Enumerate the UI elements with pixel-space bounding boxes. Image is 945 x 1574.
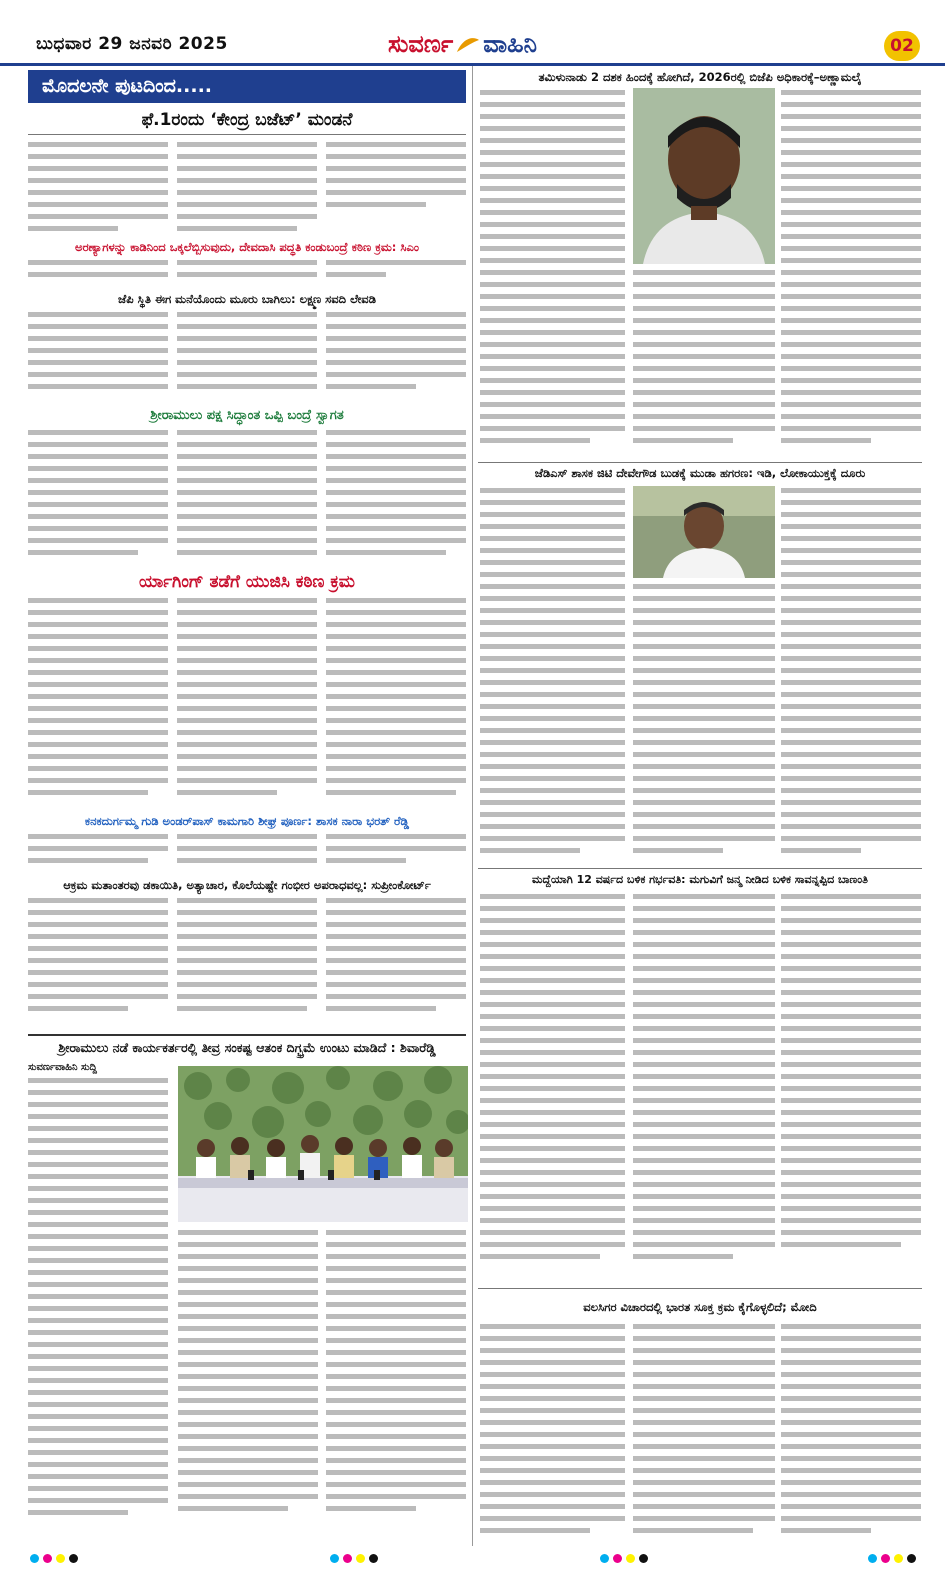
text-lines	[28, 428, 466, 566]
article-body-gtd-col1	[480, 486, 625, 862]
divider	[478, 868, 922, 869]
text-lines	[781, 1322, 921, 1544]
text-lines	[480, 88, 625, 458]
headline-pregnancy: ಮದ್ದೆಯಾಗಿ 12 ವರ್ಷದ ಬಳಿಕ ಗರ್ಭವತಿ: ಮಗುವಿಗೆ ಜನ್ಮ ನೀಡಿದ ಬಳಿಕ ಸಾವನ್ನಪ್ಪಿದ ಬಾಣಂತಿ	[532, 873, 868, 886]
divider	[478, 1288, 922, 1289]
headline-annamalai: ತಮಿಳುನಾಡು 2 ದಶಕ ಹಿಂದಕ್ಕೆ ಹೋಗಿದೆ, 2026ರಲ್ಲಿ ಬಿಜೆಪಿ ಅಧಿಕಾರಕ್ಕೆ–ಅಣ್ಣಾಮಲೈ	[538, 70, 862, 84]
masthead-logo	[388, 30, 537, 58]
divider	[478, 462, 922, 463]
article-body-underpass	[28, 832, 466, 874]
registration-marks-center-right	[600, 1554, 648, 1563]
article-body-gtd-col2	[633, 582, 775, 862]
article-body-pregnancy-col2	[633, 892, 775, 1272]
article-body-annamalai-col3	[781, 88, 921, 458]
text-lines	[781, 88, 921, 458]
headline-budget: ಫೆ.1ರಂದು ‘ಕೇಂದ್ರ ಬಜೆಟ್’ ಮಂಡನೆ	[141, 110, 353, 130]
article-body-welcome	[28, 428, 466, 566]
photo-illustration	[178, 1066, 468, 1222]
article-body-ragging	[28, 596, 466, 808]
portrait-illustration	[633, 486, 775, 578]
article-body-shivareddy-col1	[28, 1076, 168, 1526]
headline-forest: ಅರಣ್ಯಾಗಳನ್ನು ಕಾಡಿನಿಂದ ಒಕ್ಕಲೆಬ್ಬಿಸುವುದು, ದೇವದಾಸಿ ಪದ್ಧತಿ ಕಂಡುಬಂದ್ರೆ ಕಠಿಣ ಕ್ರಮ: ಸಿಎಂ	[75, 240, 419, 254]
byline: ಸುವರ್ಣವಾಹಿನಿ ಸುದ್ದಿ	[28, 1062, 97, 1073]
article-body-shivareddy-col2	[178, 1228, 318, 1528]
text-lines	[633, 582, 775, 862]
article-body-modi-col1	[480, 1322, 625, 1544]
article-body-modi-col2	[633, 1322, 775, 1544]
article-body-budget	[28, 140, 466, 236]
headline-underpass: ಕನಕದುರ್ಗಮ್ಮ ಗುಡಿ ಅಂಡರ್‌ಪಾಸ್ ಕಾಮಗಾರಿ ಶೀಘ್ರ ಪೂರ್ಣ: ಶಾಸಕ ನಾರಾ ಭರತ್ ರೆಡ್ಡಿ	[84, 814, 410, 828]
headline-conversion: ಆಕ್ರಮ ಮತಾಂತರವು ಡಕಾಯಿತಿ, ಅತ್ಯಾಚಾರ, ಕೊಲೆಯಷ್ಟೇ ಗಂಭೀರ ಅಪರಾಧವಲ್ಲ: ಸುಪ್ರೀಂಕೋರ್ಟ್	[63, 878, 431, 892]
flame-icon	[455, 34, 481, 54]
article-body-shivareddy-col3	[326, 1228, 466, 1528]
issue-date: ಬುಧವಾರ 29 ಜನವರಿ 2025	[36, 34, 228, 54]
article-body-pregnancy-col3	[781, 892, 921, 1272]
headline-modi: ವಲಸಿಗರ ವಿಚಾರದಲ್ಲಿ ಭಾರತ ಸೂಕ್ತ ಕ್ರಮ ಕೈಗೊಳ್ಳಲಿದೆ; ಮೋದಿ	[583, 1300, 817, 1314]
article-body-pregnancy-col1	[480, 892, 625, 1272]
headline-jp: ಜೆಪಿ ಸ್ಥಿತಿ ಈಗ ಮನೆಯೊಂದು ಮೂರು ಬಾಗಿಲು: ಲಕ್ಷ್ಮಣ ಸವದಿ ಲೇವಡಿ	[118, 292, 376, 306]
article-body-gtd-col3	[781, 486, 921, 862]
divider	[28, 1034, 466, 1036]
text-lines	[28, 1076, 168, 1526]
text-lines	[28, 258, 466, 284]
text-lines	[178, 1228, 318, 1528]
registration-marks-left	[30, 1554, 78, 1563]
registration-marks-right	[868, 1554, 916, 1563]
article-body-forest	[28, 258, 466, 284]
text-lines	[28, 832, 466, 874]
text-lines	[28, 896, 466, 1030]
text-lines	[326, 1228, 466, 1528]
column-divider	[472, 66, 473, 1546]
divider	[28, 134, 466, 135]
gt-devegowda-photo	[633, 486, 775, 578]
article-body-conversion	[28, 896, 466, 1030]
brand-part1: ಸುವರ್ಣ	[388, 30, 454, 58]
headline-sriramulu-welcome: ಶ್ರೀರಾಮುಲು ಪಕ್ಷ ಸಿದ್ಧಾಂತ ಒಪ್ಪಿ ಬಂದ್ರೆ ಸ್ವಾಗತ	[150, 408, 344, 423]
article-body-jp	[28, 310, 466, 402]
headline-ragging: ರ್ಯಾಗಿಂಗ್ ತಡೆಗೆ ಯುಜಿಸಿ ಕಠಿಣ ಕ್ರಮ	[139, 572, 355, 592]
text-lines	[28, 310, 466, 402]
brand-part2: ವಾಹಿನಿ	[483, 30, 537, 58]
article-body-modi-col3	[781, 1322, 921, 1544]
text-lines	[633, 892, 775, 1272]
section-banner: ಮೊದಲನೇ ಪುಟದಿಂದ.....	[28, 70, 466, 103]
text-lines	[781, 486, 921, 862]
page-number: 02	[884, 31, 920, 61]
annamalai-photo	[633, 88, 775, 264]
text-lines	[781, 892, 921, 1272]
text-lines	[480, 892, 625, 1272]
text-lines	[480, 486, 625, 862]
press-meet-photo	[178, 1066, 468, 1222]
text-lines	[28, 140, 466, 236]
text-lines	[633, 268, 775, 458]
text-lines	[28, 596, 466, 808]
text-lines	[480, 1322, 625, 1544]
headline-shivareddy: ಶ್ರೀರಾಮುಲು ನಡೆ ಕಾರ್ಯಕರ್ತರಲ್ಲಿ ತೀವ್ರ ಸಂಕಷ್ಟ ಆತಂಕ ದಿಗ್ಭ್ರಮೆ ಉಂಟು ಮಾಡಿದೆ : ಶಿವಾರೆಡ್ಡಿ	[58, 1040, 436, 1055]
article-body-annamalai-col1	[480, 88, 625, 458]
text-lines	[633, 1322, 775, 1544]
portrait-illustration	[633, 88, 775, 264]
registration-marks-center-left	[330, 1554, 378, 1563]
headline-gt-devegowda: ಜೆಡಿಎಸ್ ಶಾಸಕ ಜಿಟಿ ದೇವೇಗೌಡ ಬುಡಕ್ಕೆ ಮುಡಾ ಹಗರಣ: ಇಡಿ, ಲೋಕಾಯುಕ್ತಕ್ಕೆ ದೂರು	[534, 466, 866, 480]
article-body-annamalai-col2	[633, 268, 775, 458]
